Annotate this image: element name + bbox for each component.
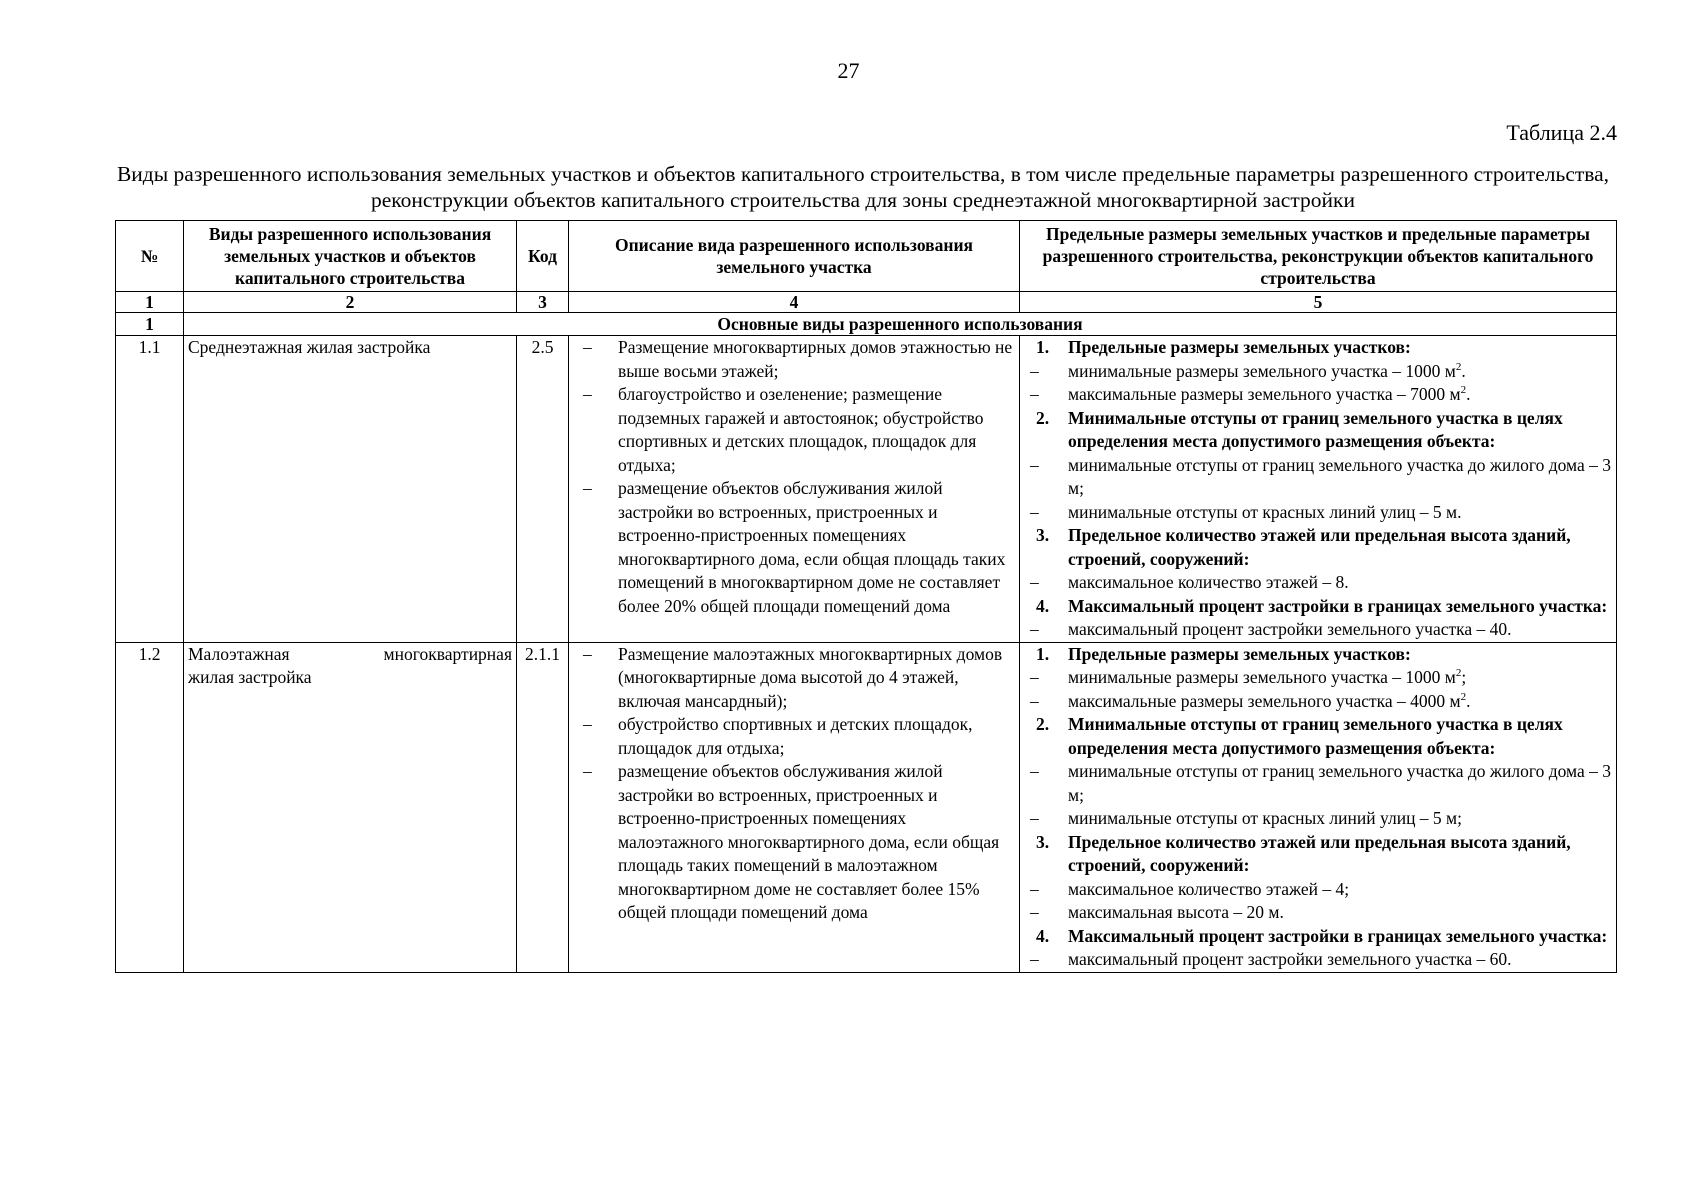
table-label: Таблица 2.4 [1506,120,1617,145]
param-heading: 3. Предельное количество этажей или предельная высота зданий, строений, сооружений: [1036,831,1571,875]
header-description: Описание вида разрешенного использования земельного участка [569,221,1020,292]
param-item: – минимальные размеры земельного участка – 1000 $м^2$. [1024,360,1612,384]
param-item: – максимальный процент застройки земельного участка – 40. [1024,618,1612,642]
header-no: № [116,221,184,292]
param-heading: 2. Минимальные отступы от границ земельного участка в целях определения места допустимого размещения объекта: [1036,407,1563,451]
param-item: – минимальные отступы от границ земельного участка до жилого дома – 3 м; [1024,760,1612,807]
table-row [116,336,1617,643]
column-number: 1 [116,292,184,313]
param-item: – минимальные отступы от красных линий улиц – 5 м. [1024,501,1612,525]
param-heading: 4. Максимальный процент застройки в границах земельного участка: [1036,595,1608,616]
row-number: 1.2 [116,642,184,972]
description-item: – Размещение многоквартирных домов этажностью не выше восьми этажей; [573,336,1015,383]
param-item: – максимальные размеры земельного участка – 4000 $м^2$. [1024,690,1612,714]
table-row [116,642,1617,972]
param-item: – максимальная высота – 20 м. [1024,901,1612,925]
section-row [116,313,1617,336]
section-title: Основные виды разрешенного использования [184,313,1617,336]
row-number: 1.1 [116,336,184,643]
column-number: 3 [517,292,569,313]
row-params [1020,336,1617,643]
column-number: 4 [569,292,1020,313]
row-params [1020,642,1617,972]
param-item: – минимальные размеры земельного участка – 1000 $м^2$; [1024,666,1612,690]
param-item: – максимальный процент застройки земельного участка – 60. [1024,948,1612,972]
header-code: Код [517,221,569,292]
param-heading: 2. Минимальные отступы от границ земельного участка в целях определения места допустимого размещения объекта: [1036,714,1563,758]
row-name: Среднеэтажная жилая застройка [184,336,517,643]
param-item: – минимальные отступы от границ земельного участка до жилого дома – 3 м; [1024,454,1612,501]
column-number: 5 [1020,292,1617,313]
row-code: 2.5 [517,336,569,643]
param-heading: 1. Предельные размеры земельных участков: [1036,643,1411,664]
header-limits: Предельные размеры земельных участков и предельные параметры разрешенного строительства, реконструкции объектов капитального строительства [1020,221,1617,292]
param-item: – максимальные размеры земельного участка – 7000 $м^2$. [1024,383,1612,407]
param-item: – минимальные отступы от красных линий улиц – 5 м; [1024,807,1612,831]
param-heading: 1. Предельные размеры земельных участков: [1036,337,1411,357]
description-item: – размещение объектов обслуживания жилой застройки во встроенных, пристроенных и встроенно-пристроенных помещениях малоэтажного многоквартирного дома, если общая площадь таких помещений в малоэтажном многоквартирном доме не составляет более 15% общей площади помещений дома [573,760,1015,925]
row-name: Малоэтажная многоквартирная жилая застройка [184,642,517,972]
column-number: 2 [184,292,517,313]
row-code: 2.1.1 [517,642,569,972]
param-heading: 3. Предельное количество этажей или предельная высота зданий, строений, сооружений: [1036,525,1571,569]
page-number: 27 [837,58,860,83]
description-item: – благоустройство и озеленение; размещение подземных гаражей и автостоянок; обустройство спортивных и детских площадок, площадок для отдыха; [573,383,1015,477]
param-item: – максимальное количество этажей – 8. [1024,571,1612,595]
land-use-table [115,220,1617,973]
table-title: Виды разрешенного использования земельных участков и объектов капитального строительства, в том числе предельные параметры разрешенного строительства, реконструкции объектов капитального строительства для зоны среднеэтажной многоквартирной застройки [116,162,1610,212]
description-item: – размещение объектов обслуживания жилой застройки во встроенных, пристроенных и встроенно-пристроенных помещениях многоквартирного дома, если общая площадь таких помещений в многоквартирном доме не составляет более 20% общей площади помещений дома [573,477,1015,618]
description-item: – Размещение малоэтажных многоквартирных домов (многоквартирные дома высотой до 4 этажей, включая мансардный); [573,643,1015,714]
header-row [116,221,1617,292]
row-description [569,642,1020,972]
row-description [569,336,1020,643]
header-kind: Виды разрешенного использования земельных участков и объектов капитального строительства [184,221,517,292]
column-number-row [116,292,1617,313]
section-number: 1 [116,313,184,336]
description-item: – обустройство спортивных и детских площадок, площадок для отдыха; [573,713,1015,760]
param-item: – максимальное количество этажей – 4; [1024,878,1612,902]
param-heading: 4. Максимальный процент застройки в границах земельного участка: [1036,925,1608,946]
